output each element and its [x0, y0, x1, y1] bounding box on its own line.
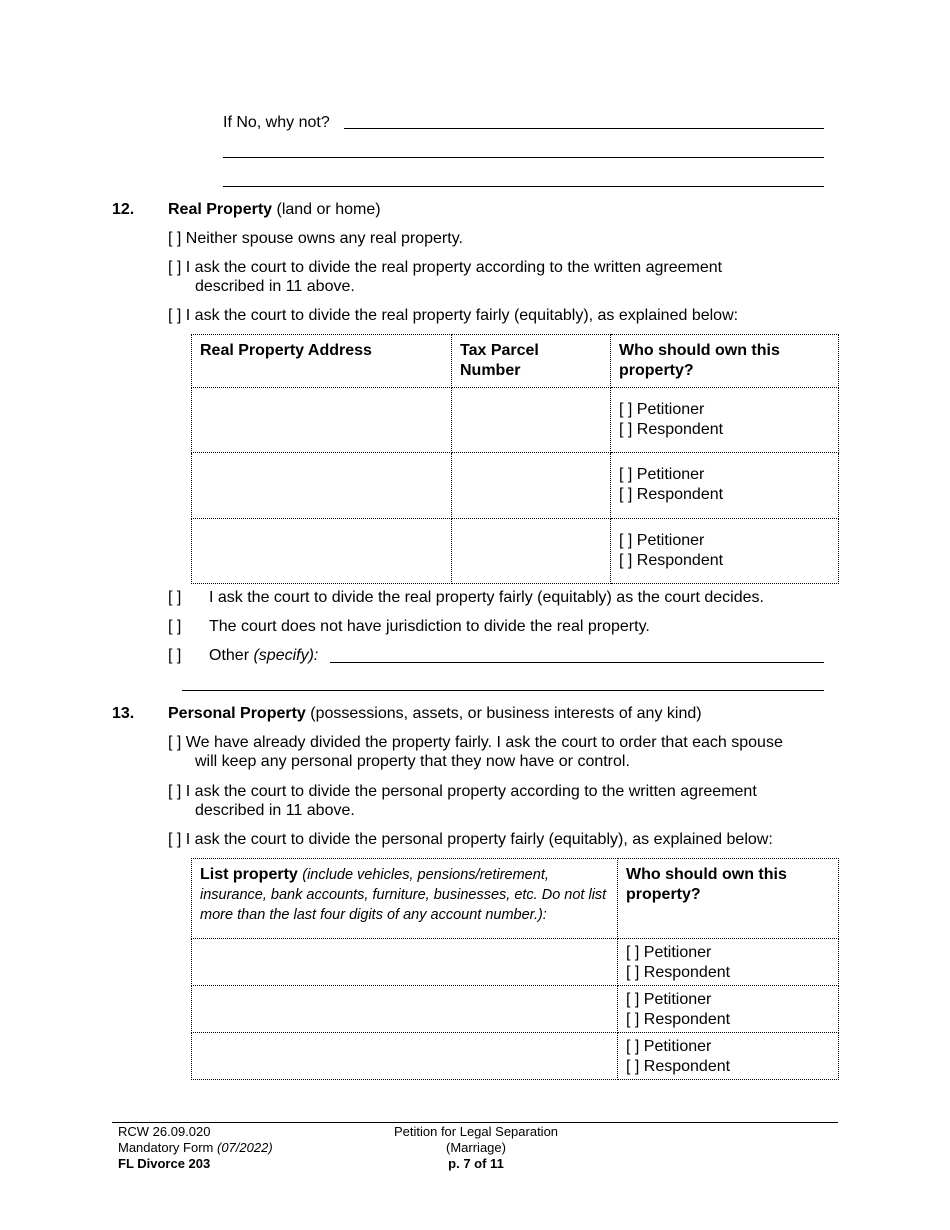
footer-center — [376, 1124, 576, 1172]
footer-form-id: FL Divorce 203 — [118, 1156, 211, 1171]
col-header-tax-parcel: Tax Parcel Number — [452, 335, 611, 388]
why-not-line-2[interactable] — [223, 157, 824, 158]
table-row — [192, 1033, 839, 1080]
option-personal-property-agreement[interactable]: [ ] I ask the court to divide the personal property according to the written agreement — [168, 783, 757, 800]
option-real-property-agreement-cont: described in 11 above. — [195, 278, 355, 295]
petitioner-checkbox[interactable]: [ ] Petitioner — [626, 1038, 712, 1055]
tax-parcel-cell[interactable] — [452, 453, 611, 519]
table-row — [192, 986, 839, 1033]
option-already-divided[interactable]: [ ] We have already divided the property fairly. I ask the court to order that each spouse — [168, 734, 783, 751]
section-13-subtitle: (possessions, assets, or business interests of any kind) — [310, 705, 702, 722]
footer-left — [118, 1124, 273, 1172]
option-no-jurisdiction-label: The court does not have jurisdiction to divide the real property. — [209, 618, 650, 635]
option-no-real-property[interactable]: [ ] Neither spouse owns any real property. — [168, 230, 463, 247]
option-real-property-agreement[interactable]: [ ] I ask the court to divide the real property according to the written agreement — [168, 259, 723, 276]
footer-doc-subtitle: (Marriage) — [446, 1140, 506, 1155]
section-12-heading — [168, 200, 381, 220]
other-specify-line-2[interactable] — [182, 690, 824, 691]
option-personal-property-agreement-cont: described in 11 above. — [195, 802, 355, 819]
respondent-checkbox[interactable]: [ ] Respondent — [626, 964, 731, 981]
option-already-divided-cont: will keep any personal property that they now have or control. — [195, 753, 630, 770]
petitioner-checkbox[interactable]: [ ] Petitioner — [626, 991, 712, 1008]
owner-cell — [611, 388, 839, 453]
col-header-owner: Who should own this property? — [618, 859, 839, 939]
address-cell[interactable] — [192, 519, 452, 584]
footer-doc-title: Petition for Legal Separation — [393, 1124, 559, 1139]
section-13-heading — [168, 704, 702, 724]
petitioner-checkbox[interactable]: [ ] Petitioner — [619, 401, 705, 418]
owner-cell — [618, 939, 839, 986]
personal-property-table — [191, 858, 839, 1080]
property-cell[interactable] — [192, 986, 618, 1033]
footer-page-number: p. 7 of 11 — [448, 1156, 504, 1171]
option-personal-property-equitable[interactable]: [ ] I ask the court to divide the personal property fairly (equitably), as explained below: — [168, 831, 773, 848]
section-12-title: Real Property — [168, 201, 273, 218]
respondent-checkbox[interactable]: [ ] Respondent — [626, 1058, 731, 1075]
table-row — [192, 519, 839, 584]
checkbox-court-decides[interactable]: [ ] — [168, 589, 182, 606]
footer-rule — [112, 1122, 838, 1123]
list-property-instructions: (include vehicles, pensions/retirement, insurance, bank accounts, furniture, businesses, etc. Do not list more than the last four digits of any account number.): — [200, 867, 607, 923]
checkbox-no-jurisdiction[interactable]: [ ] — [168, 618, 182, 635]
owner-cell — [611, 453, 839, 519]
tax-parcel-cell[interactable] — [452, 388, 611, 453]
table-row — [192, 388, 839, 453]
why-not-line-3[interactable] — [223, 186, 824, 187]
option-other-label: Other (specify): — [209, 647, 319, 664]
real-property-header-row — [192, 335, 839, 388]
option-real-property-equitable[interactable]: [ ] I ask the court to divide the real property fairly (equitably), as explained below: — [168, 307, 739, 324]
respondent-checkbox[interactable]: [ ] Respondent — [626, 1011, 731, 1028]
col-header-owner: Who should own this property? — [611, 335, 839, 388]
tax-parcel-cell[interactable] — [452, 519, 611, 584]
property-cell[interactable] — [192, 939, 618, 986]
petitioner-checkbox[interactable]: [ ] Petitioner — [626, 944, 712, 961]
address-cell[interactable] — [192, 453, 452, 519]
owner-cell — [618, 1033, 839, 1080]
section-12-subtitle: (land or home) — [276, 201, 381, 218]
table-row — [192, 939, 839, 986]
why-not-label: If No, why not? — [223, 114, 330, 131]
respondent-checkbox[interactable]: [ ] Respondent — [619, 486, 724, 503]
why-not-line-1[interactable] — [344, 128, 824, 129]
owner-cell — [618, 986, 839, 1033]
respondent-checkbox[interactable]: [ ] Respondent — [619, 421, 724, 438]
other-specify-line-1[interactable] — [330, 662, 824, 663]
footer-rcw: RCW 26.09.020 — [118, 1124, 211, 1139]
col-header-address: Real Property Address — [192, 335, 452, 388]
respondent-checkbox[interactable]: [ ] Respondent — [619, 552, 724, 569]
petitioner-checkbox[interactable]: [ ] Petitioner — [619, 532, 705, 549]
property-cell[interactable] — [192, 1033, 618, 1080]
table-row — [192, 453, 839, 519]
option-court-decides-label: I ask the court to divide the real property fairly (equitably) as the court decides. — [209, 589, 764, 606]
section-13-number: 13. — [112, 705, 135, 722]
col-header-list-property: List property (include vehicles, pensions/retirement, insurance, bank accounts, furniture, businesses, etc. Do not list more than the last four digits of any account number.): — [192, 859, 618, 939]
petitioner-checkbox[interactable]: [ ] Petitioner — [619, 466, 705, 483]
real-property-table — [191, 334, 839, 584]
checkbox-other[interactable]: [ ] — [168, 647, 182, 664]
footer-mandatory-form: Mandatory Form (07/2022) — [118, 1140, 273, 1155]
section-12-number: 12. — [112, 201, 135, 218]
personal-property-header-row — [192, 859, 839, 939]
owner-cell — [611, 519, 839, 584]
section-13-title: Personal Property — [168, 705, 306, 722]
address-cell[interactable] — [192, 388, 452, 453]
